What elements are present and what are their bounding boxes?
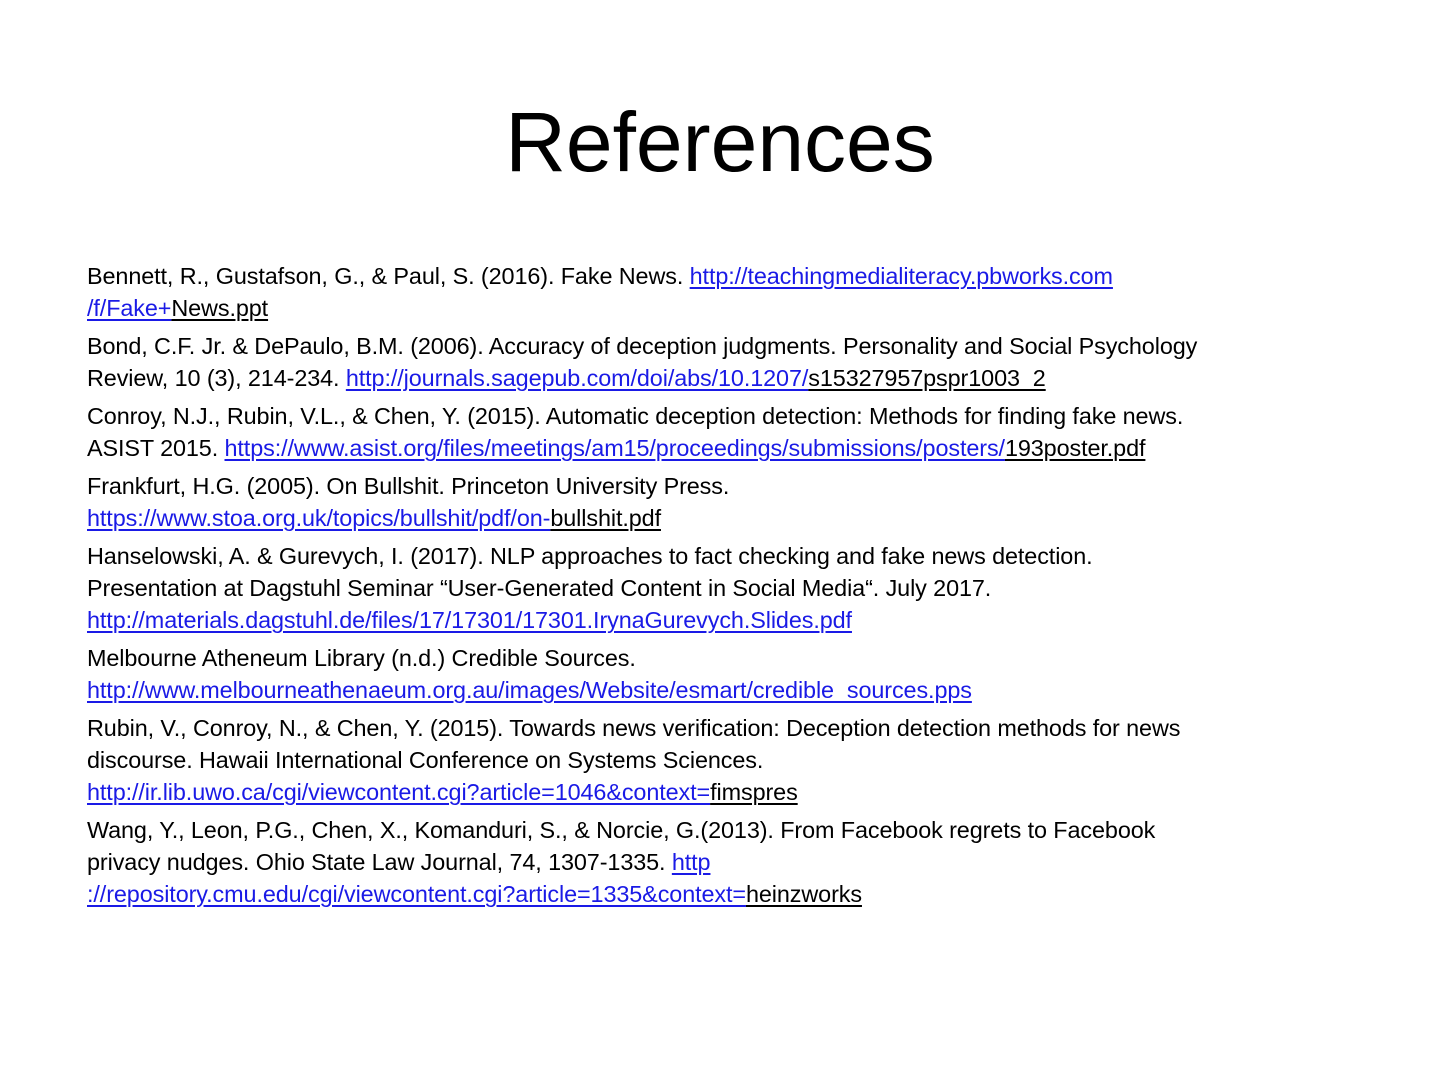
reference-link-continued[interactable]: ://repository.cmu.edu/cgi/viewcontent.cgi?article=1335&context= (87, 881, 746, 907)
reference-link[interactable]: https://www.asist.org/files/meetings/am15/proceedings/submissions/posters/ (224, 435, 1005, 461)
references-list (87, 260, 1377, 916)
reference-citation-continued: Presentation at Dagstuhl Seminar “User-Generated Content in Social Media“. July 2017. (87, 575, 992, 601)
reference-link-tail[interactable]: bullshit.pdf (550, 505, 661, 531)
reference-citation: Wang, Y., Leon, P.G., Chen, X., Komanduri, S., & Norcie, G.(2013). From Facebook regrets to Facebook (87, 817, 1156, 843)
reference-link-tail[interactable]: News.ppt (171, 295, 269, 321)
reference-item-bond (87, 330, 1377, 394)
reference-link[interactable]: http://ir.lib.uwo.ca/cgi/viewcontent.cgi?article=1046&context= (87, 779, 711, 805)
reference-citation: Melbourne Atheneum Library (n.d.) Credible Sources. (87, 645, 636, 671)
reference-citation-continued: ASIST 2015. (87, 435, 225, 461)
reference-link-tail[interactable]: heinzworks (745, 881, 862, 907)
reference-citation: Rubin, V., Conroy, N., & Chen, Y. (2015). Towards news verification: Deception detection methods for news (87, 715, 1181, 741)
reference-link-tail[interactable]: 193poster.pdf (1004, 435, 1146, 461)
reference-citation-continued: privacy nudges. Ohio State Law Journal, 74, 1307-1335. (87, 849, 672, 875)
reference-item-frankfurt (87, 470, 1377, 534)
reference-item-melbourne (87, 642, 1377, 706)
reference-citation: Bennett, R., Gustafson, G., & Paul, S. (2016). Fake News. (87, 263, 690, 289)
reference-link[interactable]: http://journals.sagepub.com/doi/abs/10.1207/ (345, 365, 809, 391)
reference-link[interactable]: http://teachingmedialiteracy.pbworks.com (689, 263, 1113, 289)
reference-item-conroy (87, 400, 1377, 464)
reference-item-bennett (87, 260, 1377, 324)
reference-citation: Hanselowski, A. & Gurevych, I. (2017). NLP approaches to fact checking and fake news detection. (87, 543, 1093, 569)
reference-link[interactable]: https://www.stoa.org.uk/topics/bullshit/pdf/on- (87, 505, 551, 531)
reference-link[interactable]: http://www.melbourneathenaeum.org.au/images/Website/esmart/credible_sources.pps (87, 677, 972, 703)
reference-link-continued[interactable]: /f/Fake+ (87, 295, 172, 321)
reference-citation: Frankfurt, H.G. (2005). On Bullshit. Princeton University Press. (87, 473, 730, 499)
reference-link[interactable]: http (671, 849, 711, 875)
reference-item-hanselowski (87, 540, 1377, 636)
slide-title: References (505, 95, 935, 189)
reference-citation: Bond, C.F. Jr. & DePaulo, B.M. (2006). Accuracy of deception judgments. Personality and Social Psychology (87, 333, 1198, 359)
reference-item-rubin (87, 712, 1377, 808)
reference-link-tail[interactable]: fimspres (710, 779, 798, 805)
reference-citation: Conroy, N.J., Rubin, V.L., & Chen, Y. (2015). Automatic deception detection: Methods for finding fake news. (87, 403, 1184, 429)
reference-item-wang (87, 814, 1377, 910)
reference-link-tail[interactable]: s15327957pspr1003_2 (808, 365, 1046, 391)
reference-citation-continued: Review, 10 (3), 214-234. (87, 365, 346, 391)
reference-link[interactable]: http://materials.dagstuhl.de/files/17/17301/17301.IrynaGurevych.Slides.pdf (87, 607, 852, 633)
reference-citation-continued: discourse. Hawaii International Conference on Systems Sciences. (87, 747, 764, 773)
